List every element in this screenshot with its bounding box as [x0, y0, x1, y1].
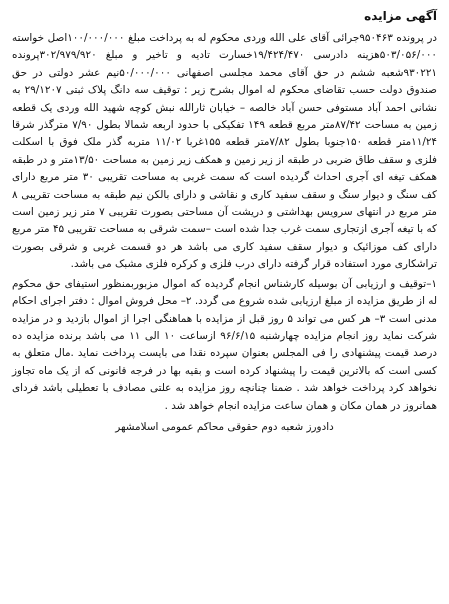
notice-title: آگهی مزایده [364, 9, 437, 23]
notice-paragraph-auction-terms: ۱–توقیف و ارزیابی آن بوسیله کارشناس انجام گردیده که اموال مزبوربمنظور استیفای حق محکوم له از طریق مزایده از مبلغ ارزیابی شده شروع می گردد. ۲– محل فروش اموال : دفتر اجرای احکام مدنی است ۳– هر کس می تواند ۵ روز قبل از مزایده با هماهنگی اجرا از اموال بازدید و در مزایده شرکت نماید روز انجام مزایده چهارشنبه ۹۶/۶/۱۵ ازساعت ۱۰ الی ۱۱ می باشد برنده مزایده ده درصد قیمت پیشنهادی را فی المجلس بعنوان سپرده نقدا می بایست پرداخت نماید .مال متعلق به کسی است که بالاترین قیمت را پیشنهاد کرده است و بقیه بها در فرجه قانونی که از یک ماه تجاوز نخواهد کرد پرداخت خواهد شد . ضمنا چنانچه روز مزایده به علتی مصادف با تعطیلی باشد فردای همانروز در همان مکان و همان ساعت مزایده انجام خواهد شد . [12, 277, 438, 412]
notice-paragraph-case-details: در پرونده ۹۵۰۴۶۳جرائی آقای علی الله وردی محکوم له به پرداخت مبلغ ۱۰۰/۰۰۰/۰۰۰اصل خواسته ۵۰۳/۰۵۶/۰۰۰هزینه دادرسی ۱۹/۴۲۴/۴۷۰خسارت تادیه و تاخیر و مبلغ ۳۰۲/۹۷۹/۹۲۰پرونده ۹۳۰۲۲۱شعبه ششم در حق آقای محمد مجلسی اصفهانی ۵۰/۰۰۰/۰۰۰نیم عشر دولتی در حق صندوق دولت حسب تقاضای محکوم له اموال بشرح زیر : توقیف سه دانگ پلاک ثبتی ۲۹/۱۲۰۷ به نشانی احمد آباد مستوفی حسن آباد خالصه – خیابان ثارالله نبش کوچه شهید الله وردی یک قطعه زمین به مساحت ۸۷/۴۲متر مربع قطعه ۱۴۹ تفکیکی با حدود اربعه شمالا بطول ۷/۹۰ مترگذر شرقا ۱۱/۲۴متر قطعه ۱۵۰جنوبا بطول ۷/۸۲متر قطعه ۱۵۵غربا ۱۱/۰۲ متربه گذر ملک فوق با اسکلت فلزی و سقف طاق ضربی در طبقه از زیر زمین و همکف زیر زمین به مساحت ۱۳/۵۰متر و در طبقه همکف تیغه ای آجری احداث گردیده است که سمت غربی به مساحت تقریبی ۳۰ متر مربع دارای کف سنگ و دیوار سنگ و سقف سفید کاری و نقاشی و دارای بالکن نیم طبقه به مساحت تقریبی ۸ متر مربع در انتهای سرویس بهداشتی و دریشت آن مساحتی بصورت تقریبی ۷ متر زیر زمین است که با تیغه آجری ازتجاری سمت غرب جدا شده است –سمت شرقی به مساحت تقریبی ۴۵ متر مربع دارای کف موزائیک و دیوار سقف سفید کاری می باشد هر دو قسمت غربی و شرقی بصورت تراشکاری مورد استفاده قرار گرفته دارای درب فلزی و کرکره فلزی مشبک می باشد. [12, 32, 438, 271]
notice-signature: دادورز شعبه دوم حقوقی محاکم عمومی اسلامشهر [115, 420, 334, 433]
